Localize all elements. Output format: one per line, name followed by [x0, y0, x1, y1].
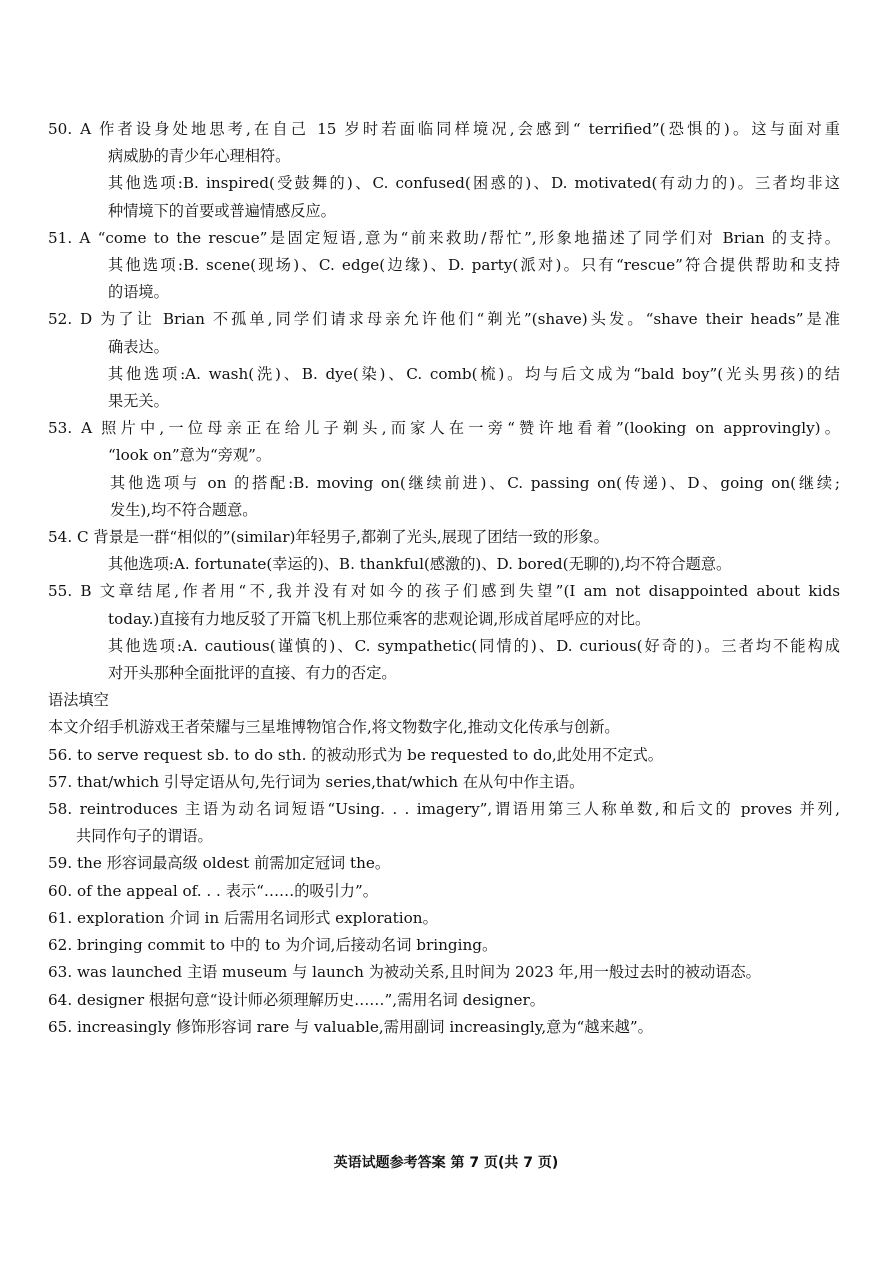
text-line: 其他选项:B. scene(现场)、C. edge(边缘)、D. party(派对)。只有“rescue”符合提供帮助和支持 [108, 256, 840, 275]
text-line: 其他选项:A. wash(洗)、B. dye(染)、C. comb(梳)。均与后文成为“bald boy”(光头男孩)的结 [108, 364, 840, 383]
text-line: 病威胁的青少年心理相符。 [108, 147, 291, 166]
text-line: 62. bringing commit to 中的 to 为介词,后接动名词 bringing。 [48, 936, 498, 955]
text-line: “look on”意为“旁观”。 [108, 446, 272, 465]
text-line: 61. exploration 介词 in 后需用名词形式 exploration。 [48, 908, 438, 927]
text-line: 51. A “come to the rescue”是固定短语,意为“前来救助/帮忙”,形象地描述了同学们对 Brian 的支持。 [48, 228, 840, 247]
text-line: 58. reintroduces 主语为动名词短语“Using. . . imagery”,谓语用第三人称单数,和后文的 proves 并列, [48, 800, 840, 819]
text-line: 64. designer 根据句意“设计师必须理解历史……”,需用名词 designer。 [48, 990, 545, 1009]
answer-explanations [48, 116, 840, 1041]
text-line: 的语境。 [108, 283, 169, 302]
text-line: 发生),均不符合题意。 [110, 500, 258, 519]
text-line: 共同作句子的谓语。 [76, 827, 213, 846]
text-line: 其他选项:A. cautious(谨慎的)、C. sympathetic(同情的)、D. curious(好奇的)。三者均不能构成 [108, 636, 840, 655]
text-line: 其他选项:B. inspired(受鼓舞的)、C. confused(困惑的)、D. motivated(有动力的)。三者均非这 [108, 174, 840, 193]
text-line: 53. A 照片中,一位母亲正在给儿子剃头,而家人在一旁“赞许地看着”(looking on approvingly)。 [48, 419, 840, 438]
text-line: 59. the 形容词最高级 oldest 前需加定冠词 the。 [48, 854, 391, 873]
text-line: 种情境下的首要或普遍情感反应。 [108, 201, 336, 220]
text-line: 55. B 文章结尾,作者用“不,我并没有对如今的孩子们感到失望”(I am not disappointed about kids [48, 582, 840, 601]
text-line: 65. increasingly 修饰形容词 rare 与 valuable,需用副词 increasingly,意为“越来越”。 [48, 1017, 653, 1036]
text-line: 56. to serve request sb. to do sth. 的被动形式为 be requested to do,此处用不定式。 [48, 745, 663, 764]
text-line: 50. A 作者设身处地思考,在自己 15 岁时若面临同样境况,会感到“ terrified”(恐惧的)。这与面对重 [48, 120, 840, 138]
section-heading: 语法填空 [48, 691, 109, 710]
text-line: 其他选项:A. fortunate(幸运的)、B. thankful(感激的)、D. bored(无聊的),均不符合题意。 [108, 555, 732, 574]
text-line: 果无关。 [108, 392, 169, 411]
text-line: 其他选项与 on 的搭配:B. moving on(继续前进)、C. passing on(传递)、D、going on(继续; [110, 473, 840, 492]
text-line: 确表达。 [108, 337, 169, 356]
page-footer: 英语试题参考答案 第 7 页(共 7 页) [333, 1155, 559, 1171]
text-line: 57. that/which 引导定语从句,先行词为 series,that/which 在从句中作主语。 [48, 772, 585, 791]
text-line: 本文介绍手机游戏王者荣耀与三星堆博物馆合作,将文物数字化,推动文化传承与创新。 [48, 718, 620, 737]
text-line: 54. C 背景是一群“相似的”(similar)年轻男子,都剃了光头,展现了团结一致的形象。 [48, 528, 609, 547]
text-line: 63. was launched 主语 museum 与 launch 为被动关系,且时间为 2023 年,用一般过去时的被动语态。 [48, 963, 761, 982]
text-line: 52. D 为了让 Brian 不孤单,同学们请求母亲允许他们“剃光”(shave)头发。“shave their heads”是准 [48, 310, 840, 329]
text-line: today.)直接有力地反驳了开篇飞机上那位乘客的悲观论调,形成首尾呼应的对比。 [108, 609, 651, 628]
text-line: 60. of the appeal of. . . 表示“……的吸引力”。 [48, 881, 378, 900]
text-line: 对开头那种全面批评的直接、有力的否定。 [108, 664, 397, 683]
